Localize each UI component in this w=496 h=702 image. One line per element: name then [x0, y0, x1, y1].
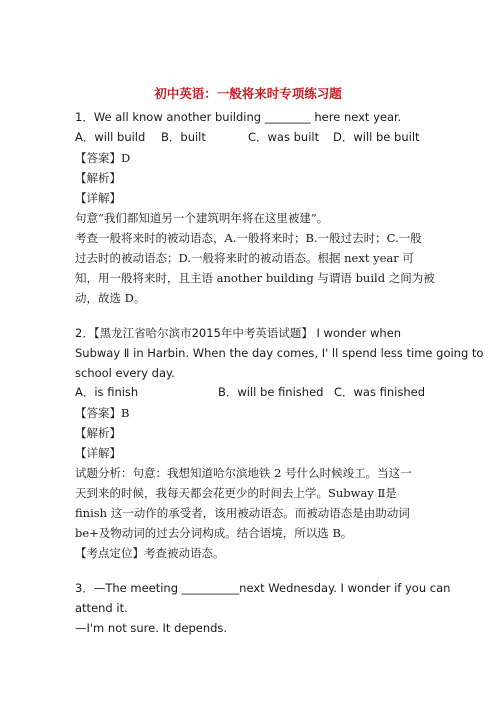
q1-explanation-line: 过去时的被动语态；D.一般将来时的被动语态。根据 next year 可 — [75, 251, 414, 265]
q2-analysis-label: 【解析】 — [75, 426, 121, 440]
q2-option-a: A．is finish — [75, 385, 139, 399]
q1-option-d: D．will be built — [333, 130, 420, 144]
q2-detail-label: 【详解】 — [75, 446, 121, 460]
q2-explanation-line: finish 这一动作的承受者，该用被动语态。而被动语态是由助动词 — [75, 506, 410, 520]
q1-explanation-line: 知，用一般将来时，且主语 another building 与谓语 build 之间为被 — [75, 271, 435, 285]
q2-option-c: C．was finished — [334, 385, 426, 399]
q2-stem-line: 2．【黑龙江省哈尔滨市2015年中考英语试题】 I wonder when — [75, 326, 402, 340]
q2-answer: 【答案】B — [75, 406, 130, 420]
q2-explanation-line: be+及物动词的过去分词构成。结合语境，所以选 B。 — [75, 526, 353, 540]
q2-explanation-line: 天到来的时候，我每天都会花更少的时间去上学。Subway Ⅱ是 — [75, 486, 397, 500]
q1-detail-label: 【详解】 — [75, 191, 121, 205]
q1-answer: 【答案】D — [75, 151, 131, 165]
q1-analysis-label: 【解析】 — [75, 171, 121, 185]
q2-option-b: B．will be finished — [218, 385, 324, 399]
q1-option-c: C．was built — [248, 130, 320, 144]
q1-stem: 1．We all know another building ________ here next year. — [75, 110, 402, 124]
q2-stem-line: Subway Ⅱ in Harbin. When the day comes, I' ll spend less time going to — [75, 346, 484, 360]
q1-explanation-line: 考查一般将来时的被动语态，A.一般将来时；B.一般过去时；C.一般 — [75, 231, 422, 245]
page-title: 初中英语：一般将来时专项练习题 — [154, 86, 342, 101]
q2-stem-line: school every day. — [75, 366, 175, 380]
q3-stem-line: 3．—The meeting __________next Wednesday. I wonder if you can — [75, 581, 451, 595]
q3-stem-line: attend it. — [75, 601, 128, 615]
q1-explanation-line: 句意“我们都知道另一个建筑明年将在这里被建”。 — [75, 211, 329, 225]
q1-option-b: B．built — [161, 130, 206, 144]
q1-option-a: A．will build — [75, 130, 146, 144]
q1-explanation-line: 动，故选 D。 — [75, 291, 146, 305]
q3-stem-line: —I'm not sure. It depends. — [75, 621, 228, 635]
q2-point: 【考点定位】考查被动语态。 — [75, 546, 225, 560]
q2-explanation-line: 试题分析：句意：我想知道哈尔滨地铁 2 号什么时候竣工。当这一 — [75, 466, 412, 480]
